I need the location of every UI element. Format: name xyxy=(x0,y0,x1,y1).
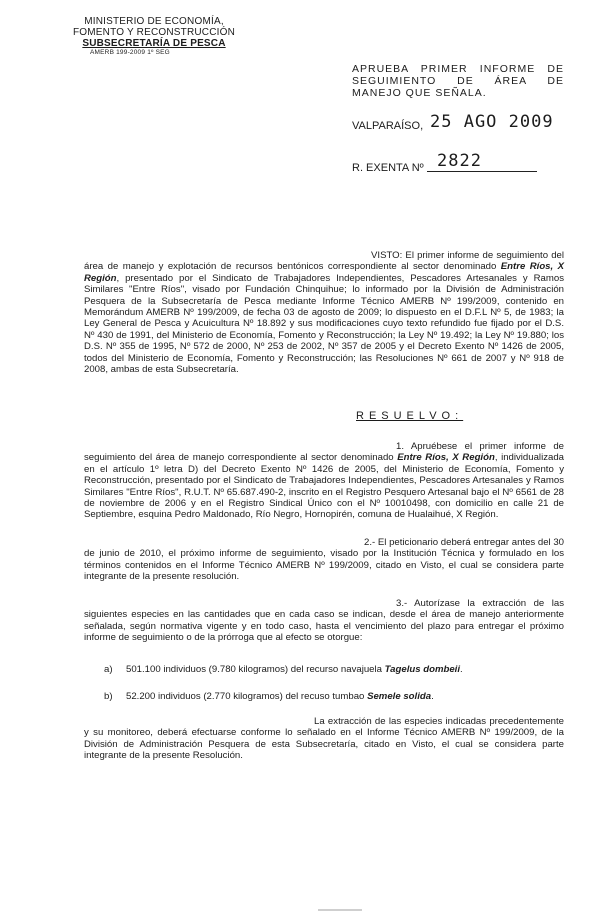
point-1-sector-name: Entre Ríos, X Región xyxy=(397,452,495,464)
point-3-text: Autorízase la extracción de las siguientes especies en las cantidades que en cada caso se indican, desde el área de manejo anteriormente señalada, según normativa vigente y en todo caso, hasta el vencimiento del plazo para entregar el próximo informe de seguimiento o de la prórroga que al efecto se otorgue: xyxy=(84,598,564,644)
exenta-number: 2822 xyxy=(427,151,537,172)
resolution-point-2 xyxy=(84,537,564,583)
item-letter: a) xyxy=(104,664,113,675)
resuelvo-heading: RESUELVO: xyxy=(356,410,464,422)
letterhead xyxy=(64,16,244,57)
item-end: . xyxy=(431,691,434,702)
letterhead-reference: AMERB 199-2009 1º SEG xyxy=(90,49,170,56)
species-item-b xyxy=(104,691,564,702)
resolution-summary: APRUEBA PRIMER INFORME DE SEGUIMIENTO DE ÁREA DE MANEJO QUE SEÑALA. xyxy=(352,63,564,99)
point-1-text-1: Apruébese el primer informe de seguimiento del área de manejo correspondiente al sector denominado xyxy=(84,441,564,464)
visto-sector-name: Entre Ríos, X Región xyxy=(84,261,564,284)
place-label: VALPARAÍSO, xyxy=(352,120,424,132)
species-name: Tagelus dombeii xyxy=(384,664,460,675)
point-2-text: El peticionario deberá entregar antes del 30 de junio de 2010, el próximo informe de seguimiento, visado por la Institución Técnica y formulado en los términos contenidos en el Informe Técnico AMERB Nº 199/2009, citado en Visto, el cual se considera parte integrante de la presente resolución. xyxy=(84,537,565,583)
letterhead-subsecretaria: SUBSECRETARÍA DE PESCA xyxy=(82,38,226,49)
letterhead-ministry: MINISTERIO DE ECONOMÍA, xyxy=(84,16,224,27)
point-number: 3.- xyxy=(396,598,408,609)
scan-artifact xyxy=(318,909,362,911)
closing-paragraph xyxy=(84,716,564,762)
point-1-text-2: , individualizada en el artículo 1º letra D) del Decreto Exento Nº 1426 de 2005, del Ministerio de Economía, Fomento y Reconstrucción, presentado por el Sindicato de Trabajadores Independientes, Pescadores Artesanales y Ramos Similares "Entre Ríos", R.U.T. Nº 65.687.490-2, inscrito en el Registro Pesquero Artesanal bajo el Nº 6561 de 28 de noviembre de 2006 y en el Registro Sindical Único con el Nº 10010498, con domicilio en calle 21 de Septiembre, esquina Pedro Maldonado, Río Negro, Hornopirén, comuna de Hualaihué, X Región. xyxy=(84,452,564,521)
resolution-point-3 xyxy=(84,598,564,644)
item-text: 501.100 individuos (9.780 kilogramos) del recurso navajuela xyxy=(126,664,385,675)
visto-paragraph xyxy=(84,250,564,375)
visto-text-1: El primer informe de seguimiento del área de manejo y explotación de recursos bentónicos correspondiente al sector denominado xyxy=(84,250,564,273)
point-number: 2.- xyxy=(364,537,376,548)
stamped-date: 25 AGO 2009 xyxy=(430,112,554,132)
item-end: . xyxy=(460,664,463,675)
exenta-label: R. EXENTA Nº xyxy=(352,162,424,174)
point-number: 1. xyxy=(396,441,405,452)
item-text: 52.200 individuos (2.770 kilogramos) del recuso tumbao xyxy=(126,691,368,702)
species-item-a xyxy=(104,664,564,675)
resolution-point-1 xyxy=(84,441,564,521)
letterhead-ministry-2: FOMENTO Y RECONSTRUCCIÓN xyxy=(72,27,236,38)
visto-text-2: , presentado por el Sindicato de Trabajadores Independientes, Pescadores Artesanales y Ramos Similares "Entre Ríos", visado por Fundación Chinquihue; lo informado por la División de Administración Pesquera de la Subsecretaría de Pesca mediante Informe Técnico AMERB Nº 199/2009, contenido en Memorándum AMERB Nº 199/2009, de fecha 03 de agosto de 2009; lo dispuesto en el D.F.L Nº 5, de 1983; la Ley General de Pesca y Acuicultura Nº 18.892 y sus modificaciones cuyo texto refundido fue fijado por el D.S. Nº 430 de 1991, del Ministerio de Economía, Fomento y Reconstrucción; la Ley Nº 19.492; la Ley Nº 19.880; los D.S. Nº 355 de 1995, Nº 572 de 2000, Nº 253 de 2002, Nº 357 de 2005 y el Decreto Exento Nº 1426 de 2005, todos del Ministerio de Economía, Fomento y Reconstrucción; las Resoluciones Nº 661 de 2007 y Nº 918 de 2008, ambas de esta Subsecretaría. xyxy=(84,272,564,376)
species-name: Semele solida xyxy=(367,691,432,702)
visto-lead: VISTO: xyxy=(371,250,403,261)
item-letter: b) xyxy=(104,691,113,702)
closing-text: La extracción de las especies indicadas precedentemente y su monitoreo, deberá efectuarse conforme lo señalado en el Informe Técnico AMERB Nº 199/2009, de la División de Administración Pesquera de esta Subsecretaría, citado en Visto, el cual se considera parte integrante de la presente Resolución. xyxy=(84,716,564,762)
